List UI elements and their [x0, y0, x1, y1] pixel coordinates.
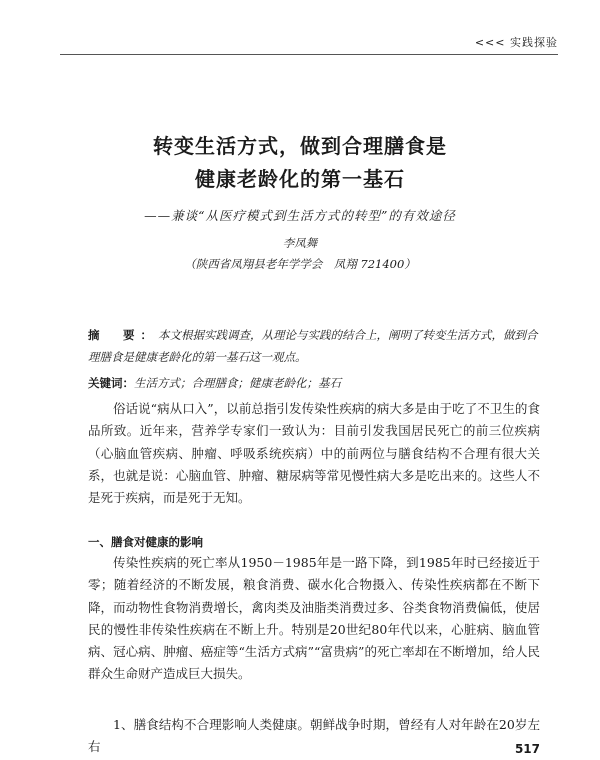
- section-heading: 一、膳食对健康的影响: [88, 535, 203, 549]
- abstract: [88, 324, 540, 368]
- author-affiliation: （陕西省凤翔县老年学学会 凤翔 721400）: [184, 257, 416, 271]
- header-divider: [60, 54, 558, 55]
- keywords: [88, 372, 540, 394]
- intro-paragraph: 俗话说“病从口入”，以前总指引发传染性疾病的病大多是由于吃了不卫生的食品所致。近年来，营养学专家们一致认为：目前引发我国居民死亡的前三位疾病（心脑血管疾病、肿瘤、呼吸系统疾病）中的前两位与膳食结构不合理有很大关系，也就是说：心脑血管、肿瘤、糖尿病等常见慢性病大多是吃出来的。这些人不是死于疾病，而是死于无知。: [88, 401, 540, 506]
- article-title-line-2: 健康老龄化的第一基石: [195, 167, 405, 191]
- article-subtitle: ——兼谈“从医疗模式到生活方式的转型”的有效途径: [144, 208, 456, 223]
- section-item-1: 1、膳食结构不合理影响人类健康。朝鲜战争时期，曾经有人对年龄在20岁左右: [88, 717, 540, 755]
- abstract-label: 摘 要：: [88, 328, 158, 342]
- author-name: 李凤舞: [282, 236, 318, 250]
- keywords-text: 生活方式；合理膳食；健康老龄化；基石: [134, 376, 341, 390]
- keywords-label: 关键词：: [88, 376, 134, 390]
- abstract-text: 本文根据实践调查，从理论与实践的结合上，阐明了转变生活方式，做到合理膳食是健康老龄化的第一基石这一观点。: [88, 328, 538, 364]
- running-header: <<< 实践探验: [474, 36, 558, 49]
- page-number: 517: [514, 742, 540, 756]
- article-title-line-1: 转变生活方式，做到合理膳食是: [153, 134, 447, 158]
- section-paragraph: 传染性疾病的死亡率从1950－1985年是一路下降，到1985年时已经接近于零；随着经济的不断发展，粮食消费、碳水化合物摄入、传染性疾病都在不断下降，而动物性食物消费增长，禽肉类及油脂类消费过多、谷类食物消费偏低，使居民的慢性非传染性疾病在不断上升。特别是20世纪80年代以来，心脏病、脑血管病、冠心病、肿瘤、癌症等“生活方式病”“富贵病”的死亡率却在不断增加，给人民群众生命财产造成巨大损失。: [88, 555, 540, 682]
